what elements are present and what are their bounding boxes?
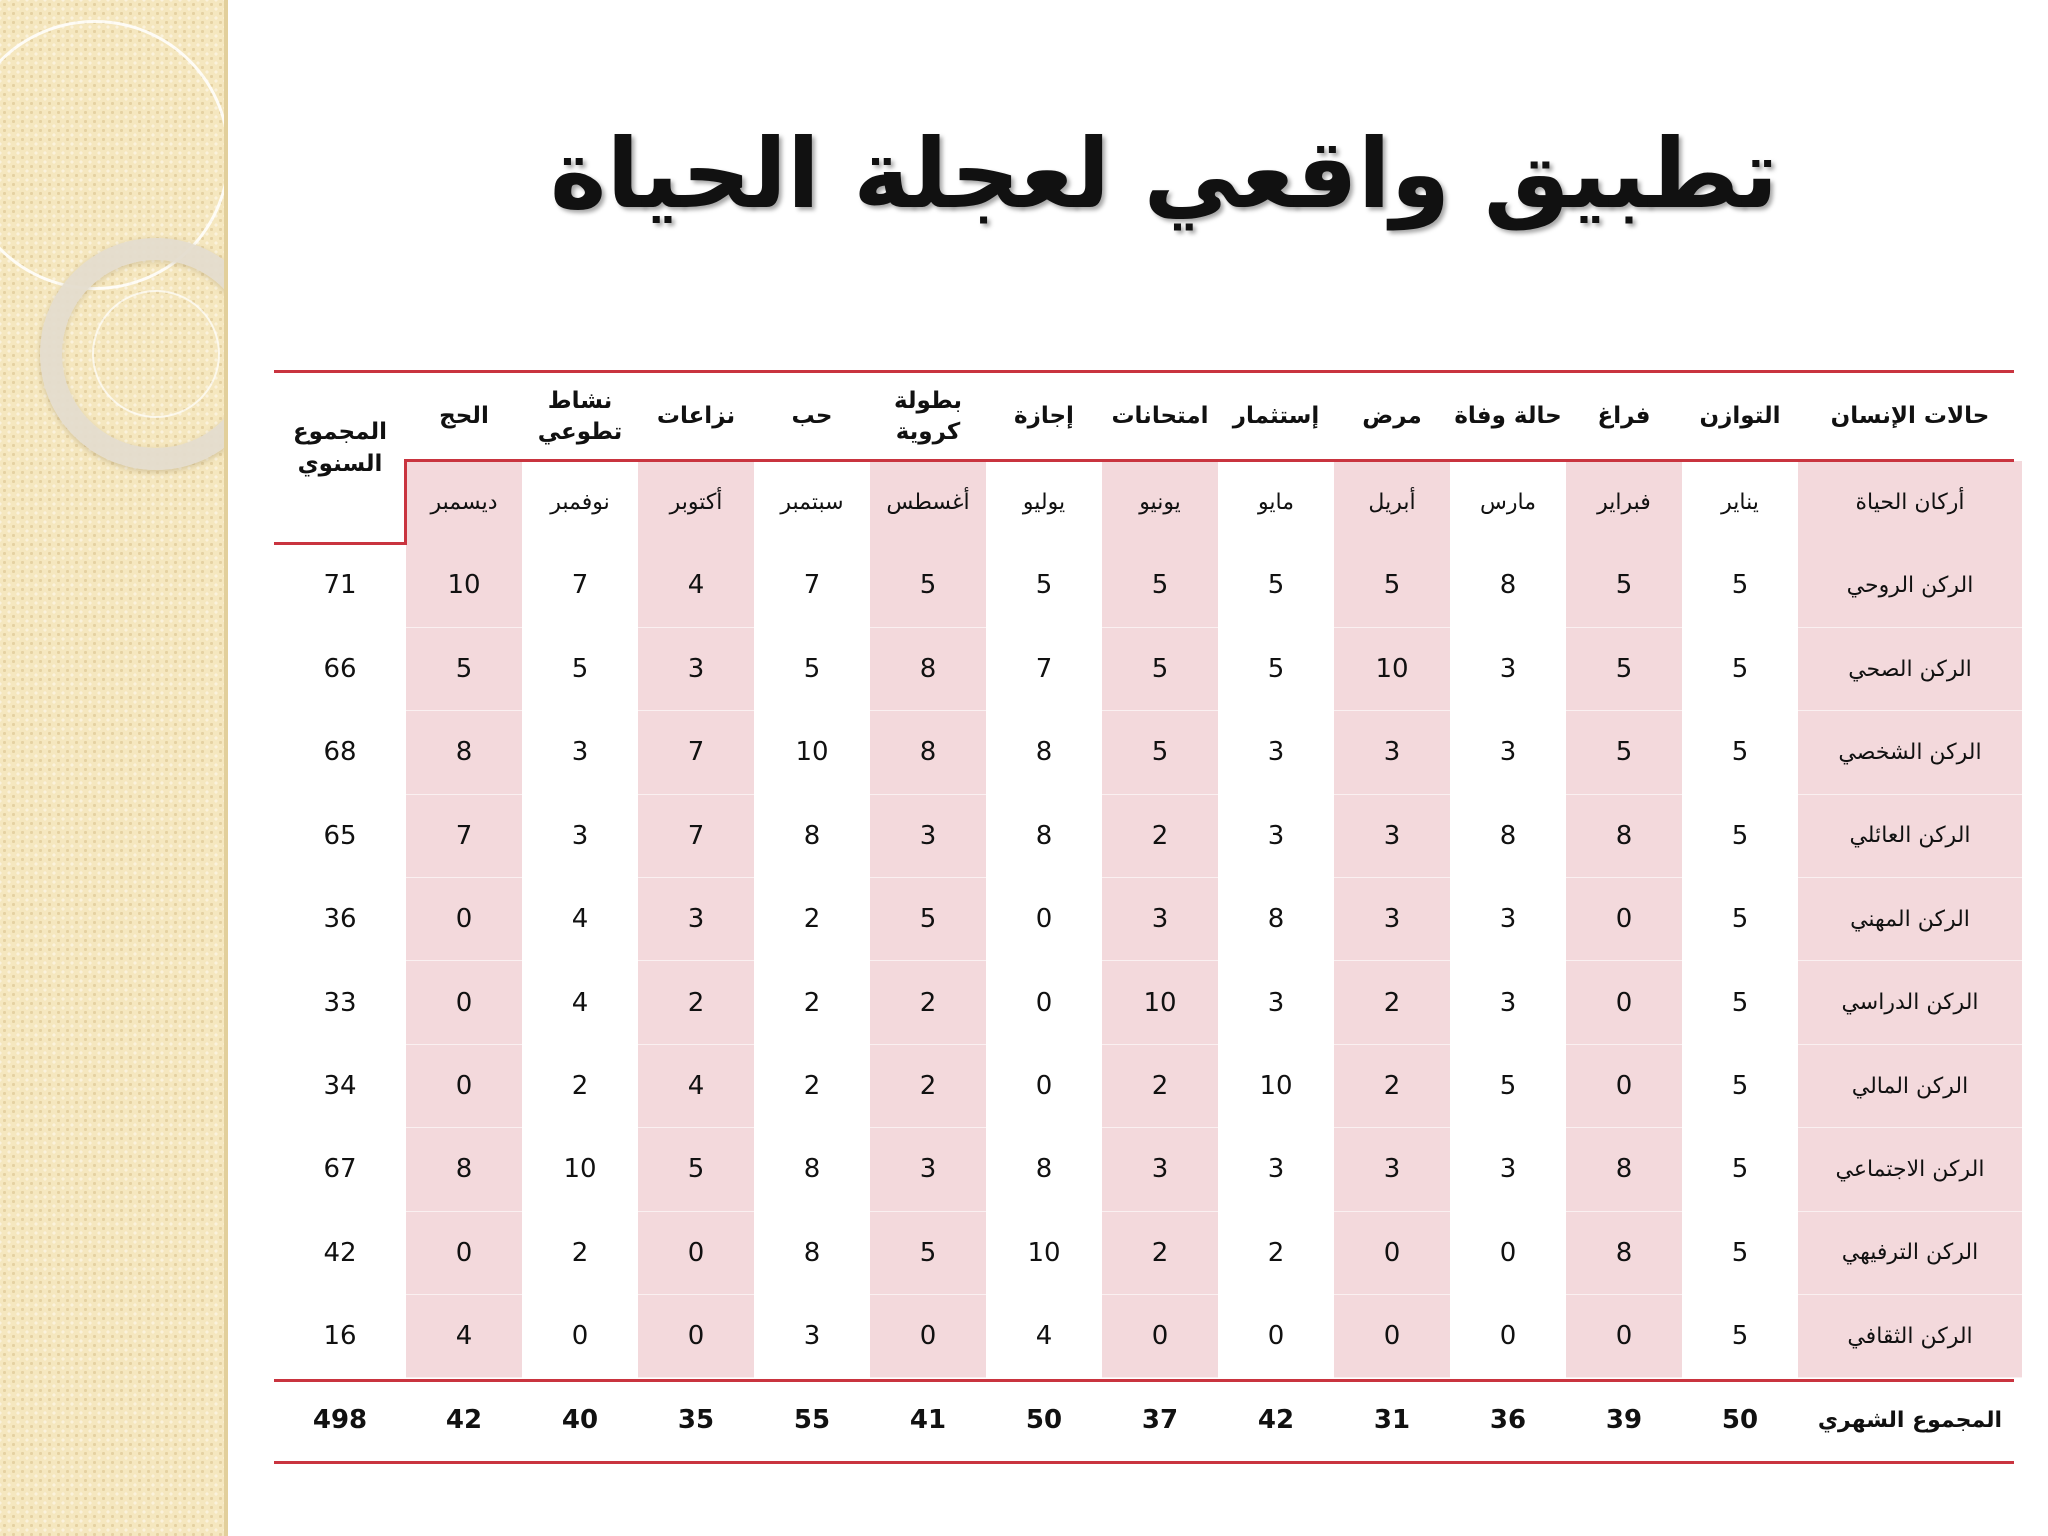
monthly-total: 36	[1489, 1405, 1527, 1436]
table-cell: 8	[754, 794, 870, 877]
table-row	[274, 961, 2022, 1044]
decorative-sidebar	[0, 0, 228, 1536]
table-cell: 8	[986, 1128, 1102, 1211]
table-cell: 5	[1682, 1128, 1798, 1211]
table-cell: 0	[1566, 1044, 1682, 1127]
decorative-ring	[92, 290, 220, 418]
table-cell: 8	[1450, 794, 1566, 877]
table-row	[274, 794, 2022, 877]
table-cell: 5	[1682, 878, 1798, 961]
monthly-total: 37	[1141, 1405, 1179, 1436]
table-row	[274, 1044, 2022, 1127]
row-total: 67	[274, 1128, 406, 1211]
row-total: 33	[274, 961, 406, 1044]
table-cell: 5	[1682, 711, 1798, 794]
table-cell: 5	[1682, 794, 1798, 877]
table-cell: 5	[1218, 627, 1334, 710]
header-row-label: حالات الإنسان	[1830, 403, 1990, 430]
header-month: مايو	[1258, 490, 1294, 515]
totals-label: المجموع الشهري	[1817, 1407, 2003, 1433]
row-label: الركن الشخصي	[1798, 711, 2022, 794]
table-cell: 2	[870, 961, 986, 1044]
table-cell: 3	[1334, 711, 1450, 794]
table-cell: 5	[870, 878, 986, 961]
table-cell: 3	[1102, 878, 1218, 961]
table-cell: 2	[754, 961, 870, 1044]
monthly-total: 40	[561, 1405, 599, 1436]
table-cell: 5	[638, 1128, 754, 1211]
table-cell: 3	[870, 1128, 986, 1211]
header-month: يوليو	[1022, 490, 1066, 515]
table-cell: 5	[754, 627, 870, 710]
header-months-label: أركان الحياة	[1798, 461, 2022, 544]
monthly-total: 42	[1257, 1405, 1295, 1436]
header-event: بطولة كروية	[893, 387, 963, 445]
table-cell: 0	[406, 961, 522, 1044]
header-month: يناير	[1721, 490, 1759, 515]
monthly-total: 50	[1721, 1405, 1759, 1436]
table-cell: 7	[638, 794, 754, 877]
table-cell: 0	[1334, 1295, 1450, 1378]
table-cell: 2	[638, 961, 754, 1044]
header-month: يونيو	[1102, 461, 1218, 544]
table-cell: 5	[1566, 544, 1682, 627]
table-cell: 5	[870, 1211, 986, 1294]
table-cell: 10	[986, 1211, 1102, 1294]
table-cell: 3	[1450, 627, 1566, 710]
table-cell: 2	[1102, 794, 1218, 877]
table-cell: 0	[986, 961, 1102, 1044]
row-label: الركن الثقافي	[1798, 1295, 2022, 1378]
monthly-total: 55	[793, 1405, 831, 1436]
table-cell: 3	[638, 627, 754, 710]
row-label: الركن المالي	[1798, 1044, 2022, 1127]
table-row	[274, 1295, 2022, 1378]
monthly-total: 39	[1605, 1405, 1643, 1436]
row-total: 68	[274, 711, 406, 794]
header-event: نشاط تطوعي	[537, 387, 623, 445]
table-cell: 3	[1334, 794, 1450, 877]
table-row	[274, 1211, 2022, 1294]
row-total: 34	[274, 1044, 406, 1127]
table-cell: 8	[870, 711, 986, 794]
header-event: مرض	[1362, 403, 1422, 430]
table-cell: 5	[1102, 627, 1218, 710]
table-cell: 0	[406, 1211, 522, 1294]
table-cell: 8	[754, 1128, 870, 1211]
table-cell: 3	[638, 878, 754, 961]
table-cell: 8	[406, 1128, 522, 1211]
totals-row	[274, 1378, 2022, 1462]
table-cell: 3	[1334, 1128, 1450, 1211]
table-cell: 0	[986, 1044, 1102, 1127]
table-cell: 7	[406, 794, 522, 877]
rule-bottom	[274, 1461, 2014, 1464]
table-row	[274, 1128, 2022, 1211]
table-row	[274, 711, 2022, 794]
row-total: 71	[274, 544, 406, 627]
header-month: سبتمبر	[780, 490, 844, 515]
table-cell: 3	[522, 794, 638, 877]
table-cell: 5	[1566, 711, 1682, 794]
table-cell: 3	[1450, 961, 1566, 1044]
table-cell: 3	[522, 711, 638, 794]
table-cell: 8	[754, 1211, 870, 1294]
table-cell: 4	[522, 961, 638, 1044]
table-cell: 2	[1102, 1044, 1218, 1127]
table-cell: 3	[1450, 711, 1566, 794]
table-cell: 0	[986, 878, 1102, 961]
table-cell: 8	[986, 794, 1102, 877]
table-cell: 8	[1566, 1211, 1682, 1294]
table-cell: 8	[986, 711, 1102, 794]
table-cell: 8	[1450, 544, 1566, 627]
header-month: نوفمبر	[550, 490, 610, 515]
table-cell: 10	[1102, 961, 1218, 1044]
monthly-total: 35	[677, 1405, 715, 1436]
table-cell: 2	[522, 1211, 638, 1294]
table-cell: 8	[1566, 1128, 1682, 1211]
table-cell: 0	[522, 1295, 638, 1378]
table-cell: 0	[1566, 1295, 1682, 1378]
table-cell: 0	[638, 1211, 754, 1294]
table-cell: 10	[1334, 627, 1450, 710]
header-event: نزاعات	[656, 403, 736, 430]
header-event: حب	[791, 403, 833, 430]
row-total: 36	[274, 878, 406, 961]
table-cell: 2	[1334, 1044, 1450, 1127]
table-cell: 5	[1218, 544, 1334, 627]
table-row	[274, 878, 2022, 961]
table-cell: 8	[870, 627, 986, 710]
table-cell: 5	[522, 627, 638, 710]
table-cell: 0	[406, 1044, 522, 1127]
table-cell: 5	[1102, 544, 1218, 627]
rule-totals	[274, 1379, 2014, 1382]
table-cell: 5	[1682, 1211, 1798, 1294]
row-label: الركن الترفيهي	[1798, 1211, 2022, 1294]
table-cell: 2	[522, 1044, 638, 1127]
header-month: أكتوبر	[638, 461, 754, 544]
table-cell: 2	[870, 1044, 986, 1127]
row-total: 16	[274, 1295, 406, 1378]
header-month: أغسطس	[870, 461, 986, 544]
table-cell: 0	[406, 878, 522, 961]
header-month: مارس	[1480, 490, 1536, 515]
table-cell: 10	[406, 544, 522, 627]
row-total: 66	[274, 627, 406, 710]
row-total: 65	[274, 794, 406, 877]
table-cell: 7	[986, 627, 1102, 710]
table-cell: 2	[754, 1044, 870, 1127]
table-grid	[274, 373, 2022, 1462]
sidebar-edge	[224, 0, 228, 1536]
row-label: الركن الروحي	[1798, 544, 2022, 627]
monthly-total: 41	[909, 1405, 947, 1436]
header-events-row	[274, 373, 2022, 461]
table-cell: 4	[406, 1295, 522, 1378]
row-label: الركن الدراسي	[1798, 961, 2022, 1044]
header-annual-total: المجموع السنوي	[274, 373, 406, 544]
slide-title: تطبيق واقعي لعجلة الحياة	[549, 118, 1779, 230]
table-cell: 3	[1218, 794, 1334, 877]
row-label: الركن الاجتماعي	[1798, 1128, 2022, 1211]
table-cell: 3	[1450, 878, 1566, 961]
header-event: الحج	[439, 403, 489, 430]
table-cell: 3	[1450, 1128, 1566, 1211]
header-event: إستثمار	[1232, 403, 1320, 430]
table-cell: 3	[754, 1295, 870, 1378]
table-cell: 0	[1450, 1211, 1566, 1294]
table-row	[274, 627, 2022, 710]
table-cell: 2	[1334, 961, 1450, 1044]
grand-total: 498	[312, 1405, 368, 1436]
table-cell: 0	[870, 1295, 986, 1378]
header-event: التوازن	[1699, 403, 1781, 430]
row-total: 42	[274, 1211, 406, 1294]
table-cell: 3	[1334, 878, 1450, 961]
table-cell: 10	[1218, 1044, 1334, 1127]
table-cell: 0	[1102, 1295, 1218, 1378]
monthly-total: 50	[1025, 1405, 1063, 1436]
header-month: ديسمبر	[406, 461, 522, 544]
table-cell: 2	[1218, 1211, 1334, 1294]
table-cell: 5	[1682, 1044, 1798, 1127]
rule-sum-side	[404, 461, 407, 545]
rule-months	[404, 459, 2014, 462]
header-event: فراغ	[1597, 403, 1651, 430]
table-cell: 5	[1682, 961, 1798, 1044]
table-cell: 3	[870, 794, 986, 877]
table-cell: 4	[638, 544, 754, 627]
table-cell: 10	[522, 1128, 638, 1211]
table-cell: 3	[1102, 1128, 1218, 1211]
table-cell: 2	[1102, 1211, 1218, 1294]
header-month: فبراير	[1566, 461, 1682, 544]
table-cell: 5	[1682, 1295, 1798, 1378]
table-cell: 0	[1566, 961, 1682, 1044]
table-row	[274, 544, 2022, 627]
header-event: امتحانات	[1111, 403, 1209, 430]
table-cell: 5	[1682, 627, 1798, 710]
table-cell: 7	[522, 544, 638, 627]
header-event: حالة وفاة	[1454, 403, 1562, 430]
life-wheel-table	[274, 370, 2014, 1464]
table-cell: 5	[1566, 627, 1682, 710]
header-month: أبريل	[1334, 461, 1450, 544]
table-cell: 5	[986, 544, 1102, 627]
row-label: الركن الصحي	[1798, 627, 2022, 710]
table-cell: 0	[1450, 1295, 1566, 1378]
table-cell: 0	[1566, 878, 1682, 961]
table-cell: 5	[1450, 1044, 1566, 1127]
table-cell: 8	[1566, 794, 1682, 877]
table-cell: 5	[1682, 544, 1798, 627]
table-cell: 3	[1218, 1128, 1334, 1211]
table-cell: 2	[754, 878, 870, 961]
table-cell: 4	[522, 878, 638, 961]
monthly-total: 31	[1373, 1405, 1411, 1436]
table-cell: 5	[1102, 711, 1218, 794]
row-label: الركن المهني	[1798, 878, 2022, 961]
table-cell: 0	[638, 1295, 754, 1378]
row-label: الركن العائلي	[1798, 794, 2022, 877]
table-cell: 5	[870, 544, 986, 627]
table-cell: 5	[1334, 544, 1450, 627]
table-cell: 7	[754, 544, 870, 627]
rule-top	[274, 370, 2014, 373]
table-cell: 4	[638, 1044, 754, 1127]
header-months-row	[274, 461, 2022, 544]
header-event: إجازة	[1014, 403, 1074, 430]
monthly-total: 42	[445, 1405, 483, 1436]
rule-sum-under	[274, 542, 406, 545]
table-cell: 8	[1218, 878, 1334, 961]
table-cell: 3	[1218, 711, 1334, 794]
table-cell: 7	[638, 711, 754, 794]
table-cell: 4	[986, 1295, 1102, 1378]
table-cell: 10	[754, 711, 870, 794]
table-cell: 0	[1218, 1295, 1334, 1378]
table-cell: 5	[406, 627, 522, 710]
table-cell: 0	[1334, 1211, 1450, 1294]
table-cell: 3	[1218, 961, 1334, 1044]
table-cell: 8	[406, 711, 522, 794]
